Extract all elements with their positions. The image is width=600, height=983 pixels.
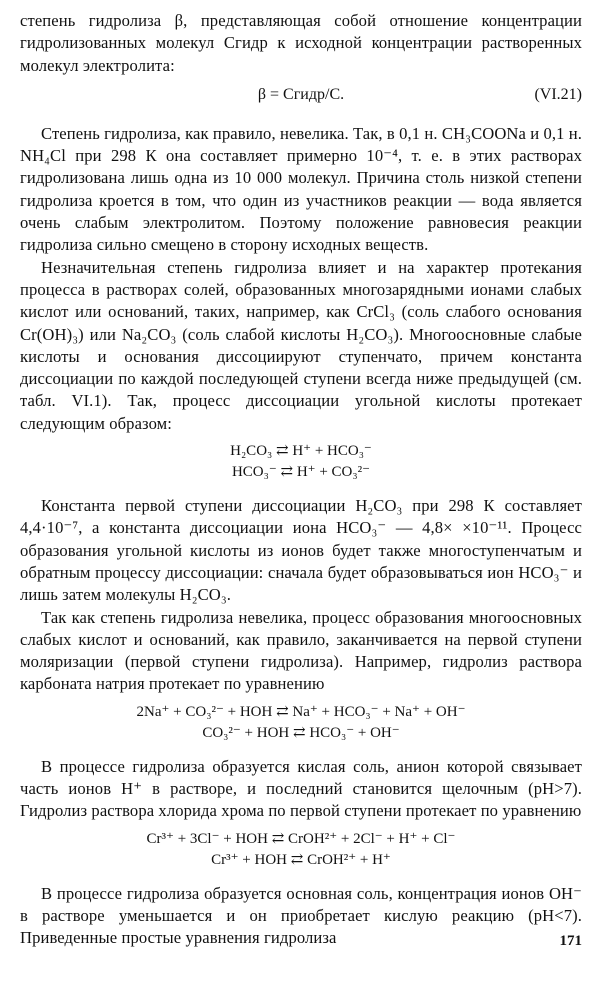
equation-chromium-chloride-short: Cr³⁺ + HOH ⇄ CrOH²⁺ + H⁺ [211, 851, 391, 868]
paragraph-hydrolysis-degree-definition: степень гидролиза β, представляющая собой отношение концентрации гидролизованных молекул Cгидр к исходной концентрации растворенных молекул электролита: [20, 11, 582, 75]
equation-chromium-chloride-full: Cr³⁺ + 3Cl⁻ + HOH ⇄ CrOH²⁺ + 2Cl⁻ + H⁺ + Cl⁻ [146, 830, 456, 847]
book-page [20, 10, 582, 950]
equation-vi-21 [20, 83, 582, 107]
equations-carbonic-acid [20, 441, 582, 483]
paragraph-basic-salt: В процессе гидролиза образуется основная соль, концентрация ионов OH⁻ в растворе уменьшается и он приобретает кислую реакцию (pH<7). Приведенные простые уравнения гидролиза [20, 883, 582, 948]
equations-chromium-chloride [20, 829, 582, 871]
page-number: 171 [559, 933, 582, 949]
equation-vi-21-number: (VI.21) [534, 85, 582, 103]
paragraph-hydrolysis-degree-small: Степень гидролиза, как правило, невелика. Так, в 0,1 н. CH₃COONa и 0,1 н. NH₄Cl при 298 К она составляет примерно 10⁻⁴, т. е. в этих растворах гидролизована лишь одна из 10 000 молекул. Причина столь низкой степени гидролиза кроется в том, что один из участников реакции — вода является очень слабым электролитом. Поэтому положение равновесия реакции гидролиза сильно смещено в сторону исходных веществ. [20, 123, 582, 255]
equation-sodium-carbonate-full: 2Na⁺ + CO₃²⁻ + HOH ⇄ Na⁺ + HCO₃⁻ + Na⁺ + OH⁻ [136, 703, 466, 720]
equation-carbonic-step-1: H₂CO₃ ⇄ H⁺ + HCO₃⁻ [230, 443, 372, 460]
equations-sodium-carbonate [20, 702, 582, 744]
paragraph-acid-salt: В процессе гидролиза образуется кислая соль, анион которой связывает часть ионов H⁺ в растворе, и последний становится щелочным (pH>7). Гидролиз раствора хлорида хрома по первой ступени протекает по уравнению [20, 756, 582, 821]
paragraph-first-step-hydrolysis: Так как степень гидролиза невелика, процесс образования многоосновных слабых кислот и оснований, как правило, заканчивается на первой ступени моляризации (первой ступени гидролиза). Например, гидролиз раствора карбоната натрия протекает по уравнению [20, 607, 582, 694]
equation-carbonic-step-2: HCO₃⁻ ⇄ H⁺ + CO₃²⁻ [231, 464, 371, 481]
equation-vi-21-formula: β = Cгидр/C. [257, 85, 345, 103]
equation-sodium-carbonate-short: CO₃²⁻ + HOH ⇄ HCO₃⁻ + OH⁻ [202, 724, 400, 741]
paragraph-stepwise-dissociation: Незначительная степень гидролиза влияет и на характер протекания процесса в растворах солей, образованных многозарядными ионами слабых кислот или оснований, таких, например, как CrCl₃ (соль слабого основания Cr(OH)₃) или Na₂CO₃ (соль слабой кислоты H₂CO₃). Многоосновные слабые кислоты и основания диссоциируют ступенчато, причем константа диссоциации по каждой последующей ступени всегда ниже предыдущей (см. табл. VI.1). Так, процесс диссоциации угольной кислоты протекает следующим образом: [20, 257, 582, 433]
paragraph-dissociation-constants: Константа первой ступени диссоциации H₂CO₃ при 298 К составляет 4,4·10⁻⁷, а константа диссоциации иона HCO₃⁻ — 4,8× ×10⁻¹¹. Процесс образования угольной кислоты из ионов будет также многоступенчатым и обратным процессу диссоциации: сначала будет образовываться ион HCO₃⁻ и лишь затем молекулы H₂CO₃. [20, 496, 582, 605]
